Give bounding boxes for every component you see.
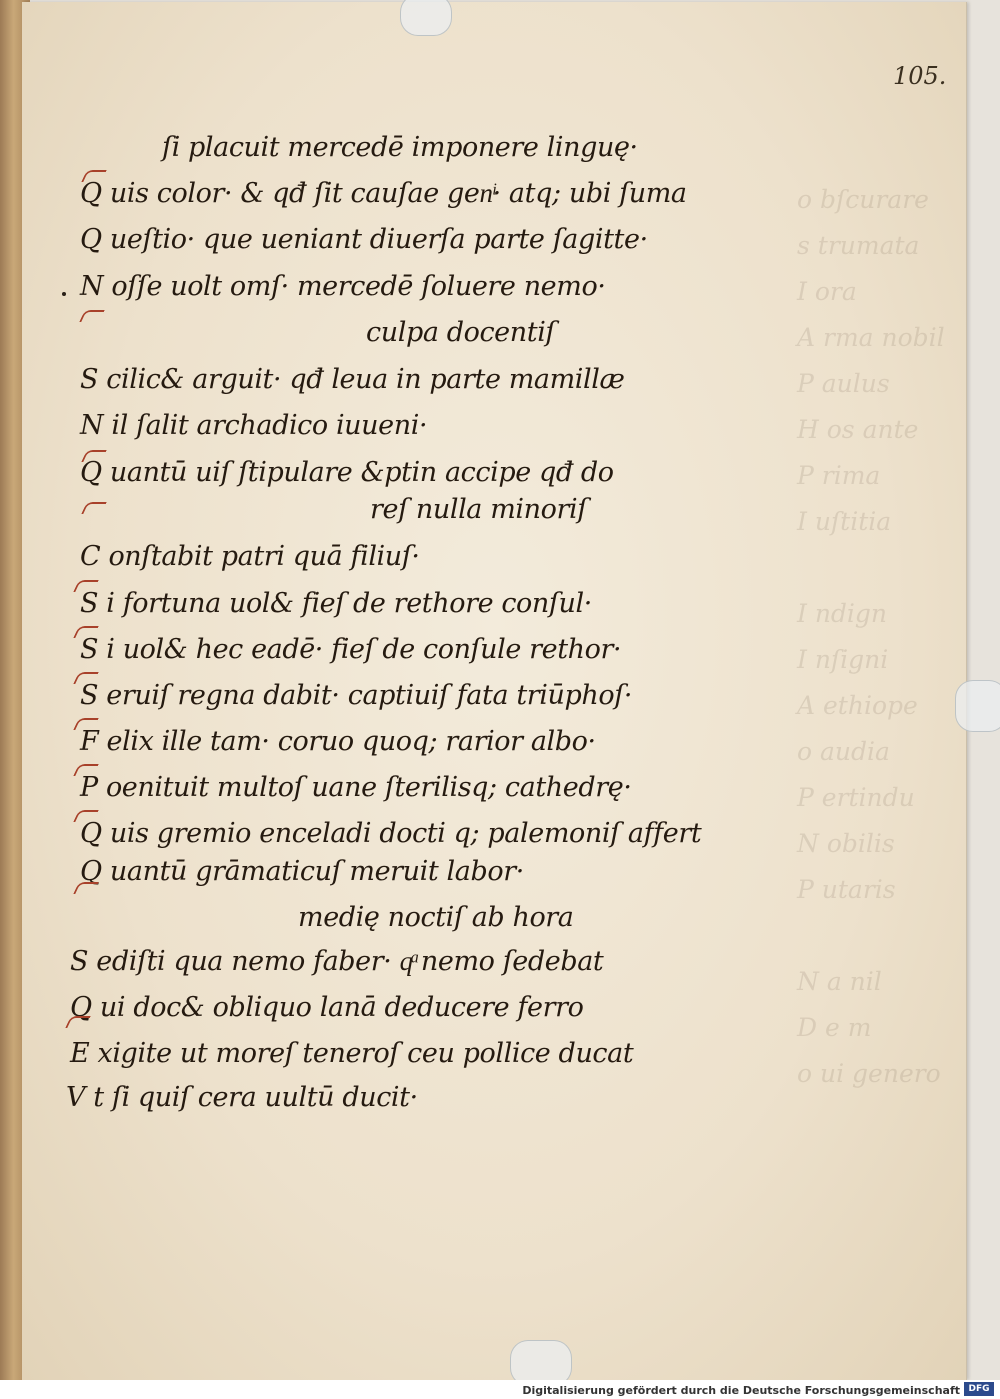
text-line: S eruiſ regna dabit· captiuiſ fata triūphoſ· [80,680,633,711]
page-clip [400,0,452,36]
text-line: F elix ille tam· coruo quoq; rarior albo· [80,726,596,757]
text-line: Q ui doc& obliquo lanā deducere ferro [70,992,584,1023]
text-line: culpa docentiſ [366,317,556,348]
bleed-through-text: o bſcurare s trumata I ora A rma nobil P aulus H os ante P rima I uſtitia I ndign I nſigni A ethiope o audia P ertindu N obilis P utaris N a nil D e m o ui genero [797,185,945,1088]
text-line: reſ nulla minoriſ [370,494,587,525]
text-line: Q ueſtio· que ueniant diuerſa parte ſagitte· [80,224,648,255]
text-line: V t ſi quiſ cera uultū ducit· [66,1082,418,1113]
text-line: S ediſti qua nemo faber· qͣ nemo ſedebat [70,946,604,977]
folio-number: 105. [893,62,947,90]
ink-dot [62,292,66,296]
text-line: N il ſalit archadico iuueni· [80,410,428,441]
text-line: Q uantū grāmaticuſ meruit labor· [80,856,524,887]
text-line: S i fortuna uol& fieſ de rethore conſul· [80,588,592,619]
text-line: P oenituit multoſ uane ſterilisq; cathedrę· [80,772,632,803]
text-line: E xigite ut moreſ teneroſ ceu pollice ducat [70,1038,634,1069]
text-line: Q uantū uiſ ſtipulare &ptin accipe qđ do [80,457,614,488]
text-line: S i uol& hec eadē· fieſ de conſule rethor· [80,634,622,665]
text-line: S cilic& arguit· qđ leua in parte mamillæ [80,364,625,395]
text-line: N oſſe uolt omſ· mercedē ſoluere nemo· [80,271,606,302]
text-line: Q uis color· & qđ ſit cauſae genͥ· atq; ubi ſuma [80,178,687,209]
text-line: medię noctiſ ab hora [298,902,574,933]
text-line: Q uis gremio enceladi docti q; palemoniſ affert [80,818,702,849]
text-line: ſi placuit mercedē imponere linguę· [162,132,638,163]
page-clip [955,680,1000,732]
funding-credit: Digitalisierung gefördert durch die Deutsche Forschungsgemeinschaft [522,1384,960,1397]
dfg-logo: DFG [964,1382,994,1396]
text-line: C onſtabit patri quā filiuſ· [80,541,420,572]
